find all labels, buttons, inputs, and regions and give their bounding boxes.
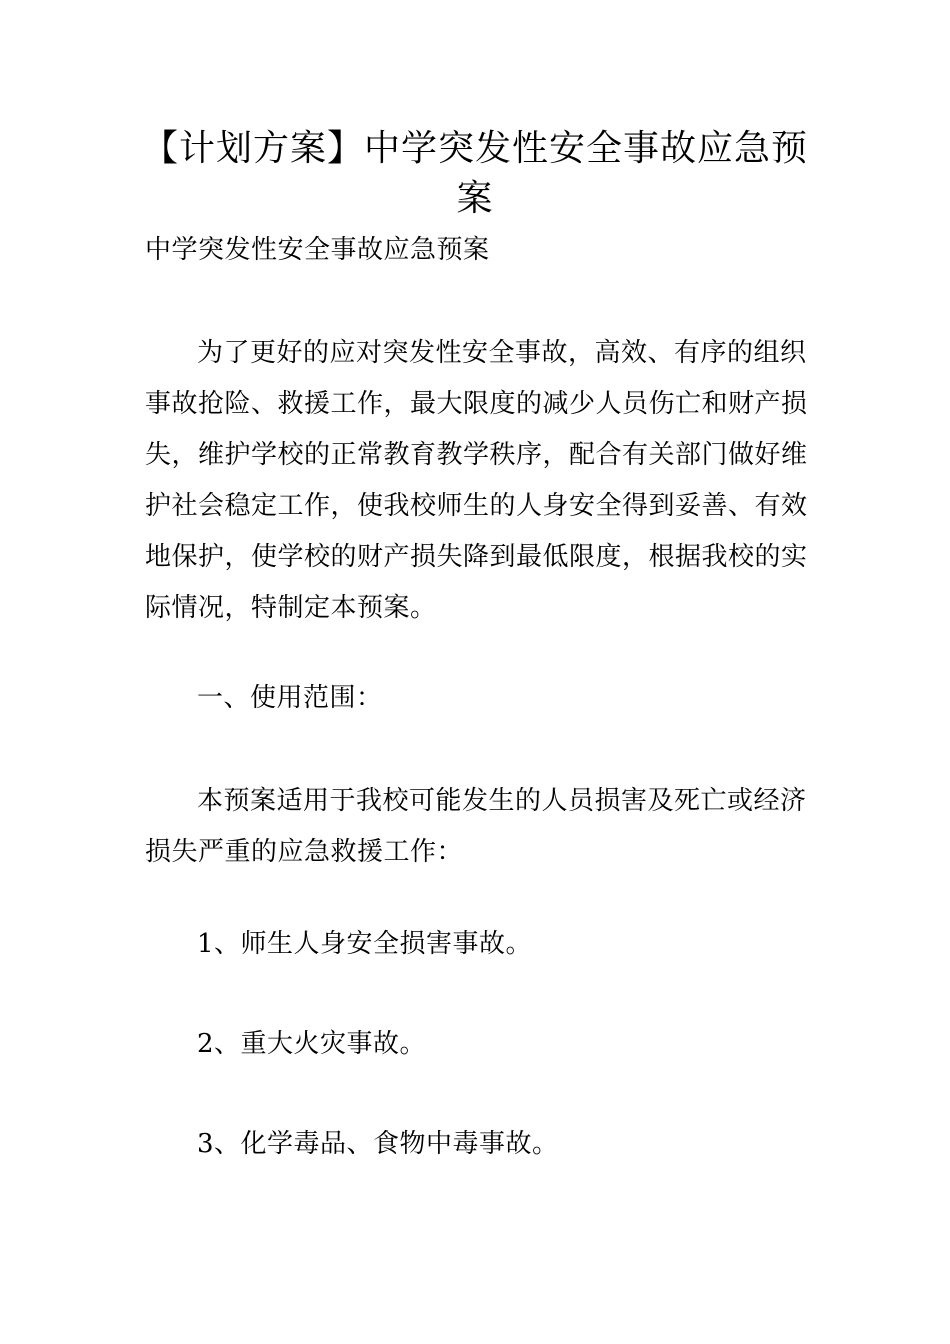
section-heading-scope: 一、使用范围： <box>197 683 383 713</box>
list-item: 3、化学毒品、食物中毒事故。 <box>197 1129 559 1159</box>
document-subtitle: 中学突发性安全事故应急预案 <box>145 235 490 265</box>
list-item: 1、师生人身安全损害事故。 <box>197 929 533 959</box>
scope-paragraph: 本预案适用于我校可能发生的人员损害及死亡或经济损失严重的应急救援工作： <box>145 786 807 867</box>
intro-paragraph: 为了更好的应对突发性安全事故，高效、有序的组织事故抢险、救援工作，最大限度的减少人员伤亡和财产损失，维护学校的正常教育教学秩序，配合有关部门做好维护社会稳定工作，使我校师生的人身安全得到妥善、有效地保护，使学校的财产损失降到最低限度，根据我校的实际情况，特制定本预案。 <box>145 338 808 623</box>
list-item: 2、重大火灾事故。 <box>197 1029 427 1059</box>
document-title: 【计划方案】中学突发性安全事故应急预案 <box>141 128 808 219</box>
